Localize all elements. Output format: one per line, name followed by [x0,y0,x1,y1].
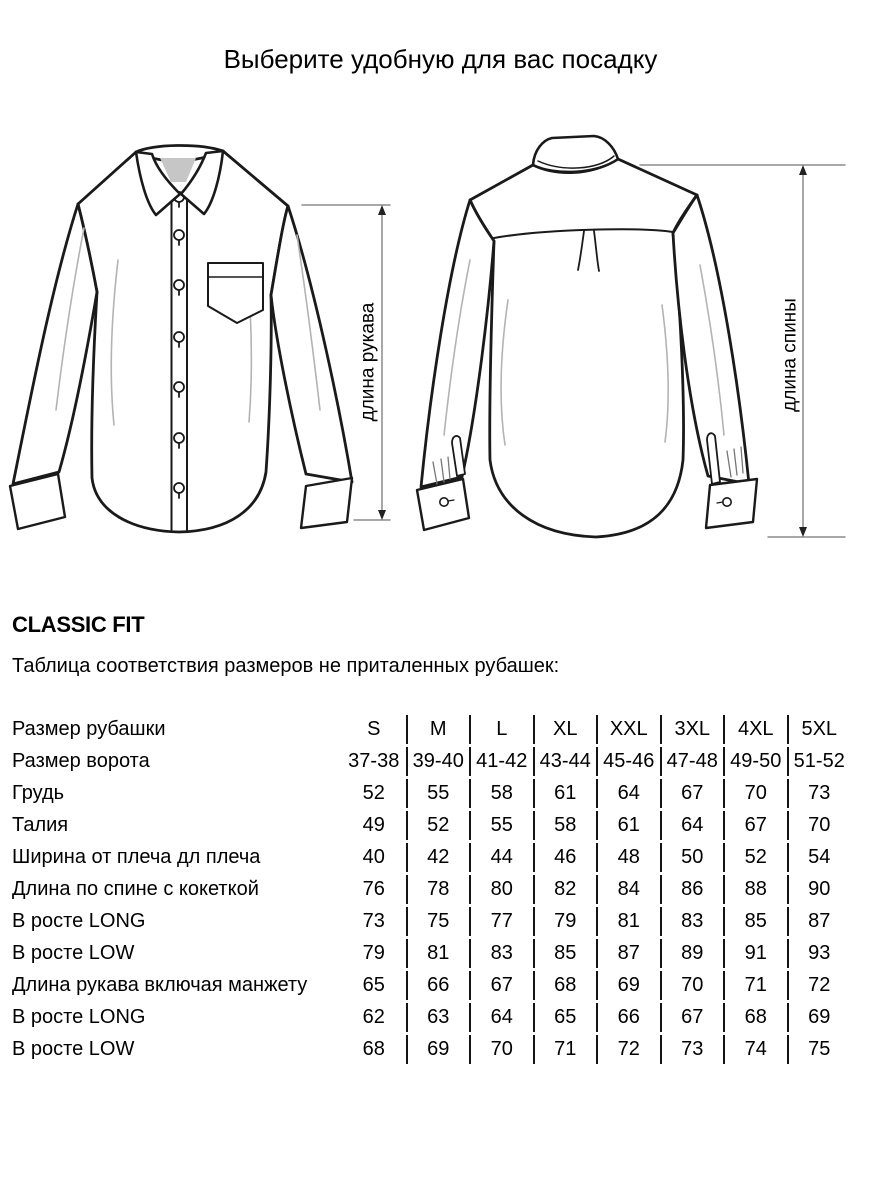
size-cell: 67 [660,1003,724,1032]
row-label: Размер рубашки [12,718,166,740]
size-cell: 62 [362,1006,385,1028]
size-cell: 3XL [660,715,724,744]
size-cell: 50 [660,843,724,872]
size-cell: 54 [787,843,851,872]
size-cell: 65 [362,974,385,996]
row-label: В росте LOW [12,1038,135,1060]
size-cell: 69 [787,1003,851,1032]
table-row [12,939,850,968]
shirt-diagram [0,110,881,580]
size-cell: 82 [533,875,597,904]
size-cell: 64 [596,779,660,808]
size-cell: 81 [596,907,660,936]
size-cell: 43-44 [533,747,597,776]
size-cell: S [367,718,381,740]
size-cell: 74 [723,1035,787,1064]
size-cell: 71 [723,971,787,1000]
size-cell: 64 [660,811,724,840]
size-cell: 81 [406,939,470,968]
size-cell: 63 [406,1003,470,1032]
size-cell: 75 [406,907,470,936]
size-cell: M [406,715,470,744]
row-label: Ширина от плеча дл плеча [12,846,261,868]
fit-heading: CLASSIC FIT [12,612,145,637]
size-cell: 52 [362,782,385,804]
size-cell: 93 [787,939,851,968]
size-cell: 69 [596,971,660,1000]
size-cell: 91 [723,939,787,968]
size-cell: 88 [723,875,787,904]
size-cell: 76 [362,878,385,900]
size-cell: 73 [660,1035,724,1064]
size-cell: 40 [362,846,385,868]
size-cell: 65 [533,1003,597,1032]
size-cell: 78 [406,875,470,904]
size-cell: 52 [406,811,470,840]
size-cell: 66 [596,1003,660,1032]
size-cell: 51-52 [787,747,851,776]
size-cell: 48 [596,843,660,872]
size-cell: 49 [362,814,385,836]
size-cell: 83 [469,939,533,968]
row-label: В росте LONG [12,1006,146,1028]
size-cell: 47-48 [660,747,724,776]
table-row [12,907,850,936]
size-cell: 5XL [787,715,851,744]
size-cell: 55 [406,779,470,808]
table-row [12,875,850,904]
size-cell: 55 [469,811,533,840]
arrow-down-icon [378,510,386,520]
size-cell: 89 [660,939,724,968]
size-cell: 4XL [723,715,787,744]
size-cell: 87 [787,907,851,936]
size-cell: 75 [787,1035,851,1064]
size-table-body [12,715,850,1064]
table-row [12,779,850,808]
row-label: В росте LONG [12,910,146,932]
size-cell: 85 [533,939,597,968]
size-cell: 83 [660,907,724,936]
size-cell: 69 [406,1035,470,1064]
row-label: В росте LOW [12,942,135,964]
size-cell: 44 [469,843,533,872]
size-cell: 61 [533,779,597,808]
size-cell: XL [533,715,597,744]
size-cell: 39-40 [406,747,470,776]
table-row [12,1003,850,1032]
size-cell: 70 [469,1035,533,1064]
size-cell: 68 [723,1003,787,1032]
size-cell: 70 [723,779,787,808]
size-cell: 64 [469,1003,533,1032]
size-cell: 77 [469,907,533,936]
size-cell: 73 [787,779,851,808]
size-cell: 67 [660,779,724,808]
page-title: Выберите удобную для вас посадку [223,44,658,74]
table-row [12,1035,850,1064]
size-cell: 67 [723,811,787,840]
sleeve-length-label: длина рукава [357,302,379,422]
size-cell: 68 [533,971,597,1000]
size-cell: 67 [469,971,533,1000]
shirt-back-drawing [417,136,757,537]
arrow-down-icon [799,527,807,537]
shirt-front-drawing [10,145,352,532]
size-cell: L [469,715,533,744]
size-cell: 45-46 [596,747,660,776]
size-cell: 42 [406,843,470,872]
table-row [12,843,850,872]
row-label: Размер ворота [12,750,150,772]
size-cell: 79 [362,942,385,964]
size-cell: 71 [533,1035,597,1064]
row-label: Талия [12,814,69,836]
size-cell: 72 [787,971,851,1000]
size-cell: 41-42 [469,747,533,776]
size-cell: 68 [362,1038,385,1060]
size-cell: 87 [596,939,660,968]
table-row [12,811,850,840]
row-label: Длина по спине с кокеткой [12,878,259,900]
size-cell: XXL [596,715,660,744]
size-cell: 70 [787,811,851,840]
size-cell: 84 [596,875,660,904]
size-cell: 86 [660,875,724,904]
size-cell: 70 [660,971,724,1000]
back-length-label: длина спины [779,298,801,412]
table-caption: Таблица соответствия размеров не приталенных рубашек: [12,655,560,677]
size-cell: 90 [787,875,851,904]
table-row [12,715,850,744]
size-cell: 80 [469,875,533,904]
size-cell: 37-38 [348,750,400,772]
size-cell: 79 [533,907,597,936]
size-cell: 49-50 [723,747,787,776]
size-cell: 58 [469,779,533,808]
size-cell: 85 [723,907,787,936]
size-cell: 46 [533,843,597,872]
table-row [12,747,850,776]
size-cell: 72 [596,1035,660,1064]
table-row [12,971,850,1000]
size-cell: 61 [596,811,660,840]
size-cell: 73 [362,910,385,932]
size-table [12,712,850,1067]
arrow-up-icon [799,165,807,175]
size-cell: 58 [533,811,597,840]
size-cell: 66 [406,971,470,1000]
row-label: Грудь [12,782,65,804]
size-cell: 52 [723,843,787,872]
arrow-up-icon [378,205,386,215]
row-label: Длина рукава включая манжету [12,974,308,996]
